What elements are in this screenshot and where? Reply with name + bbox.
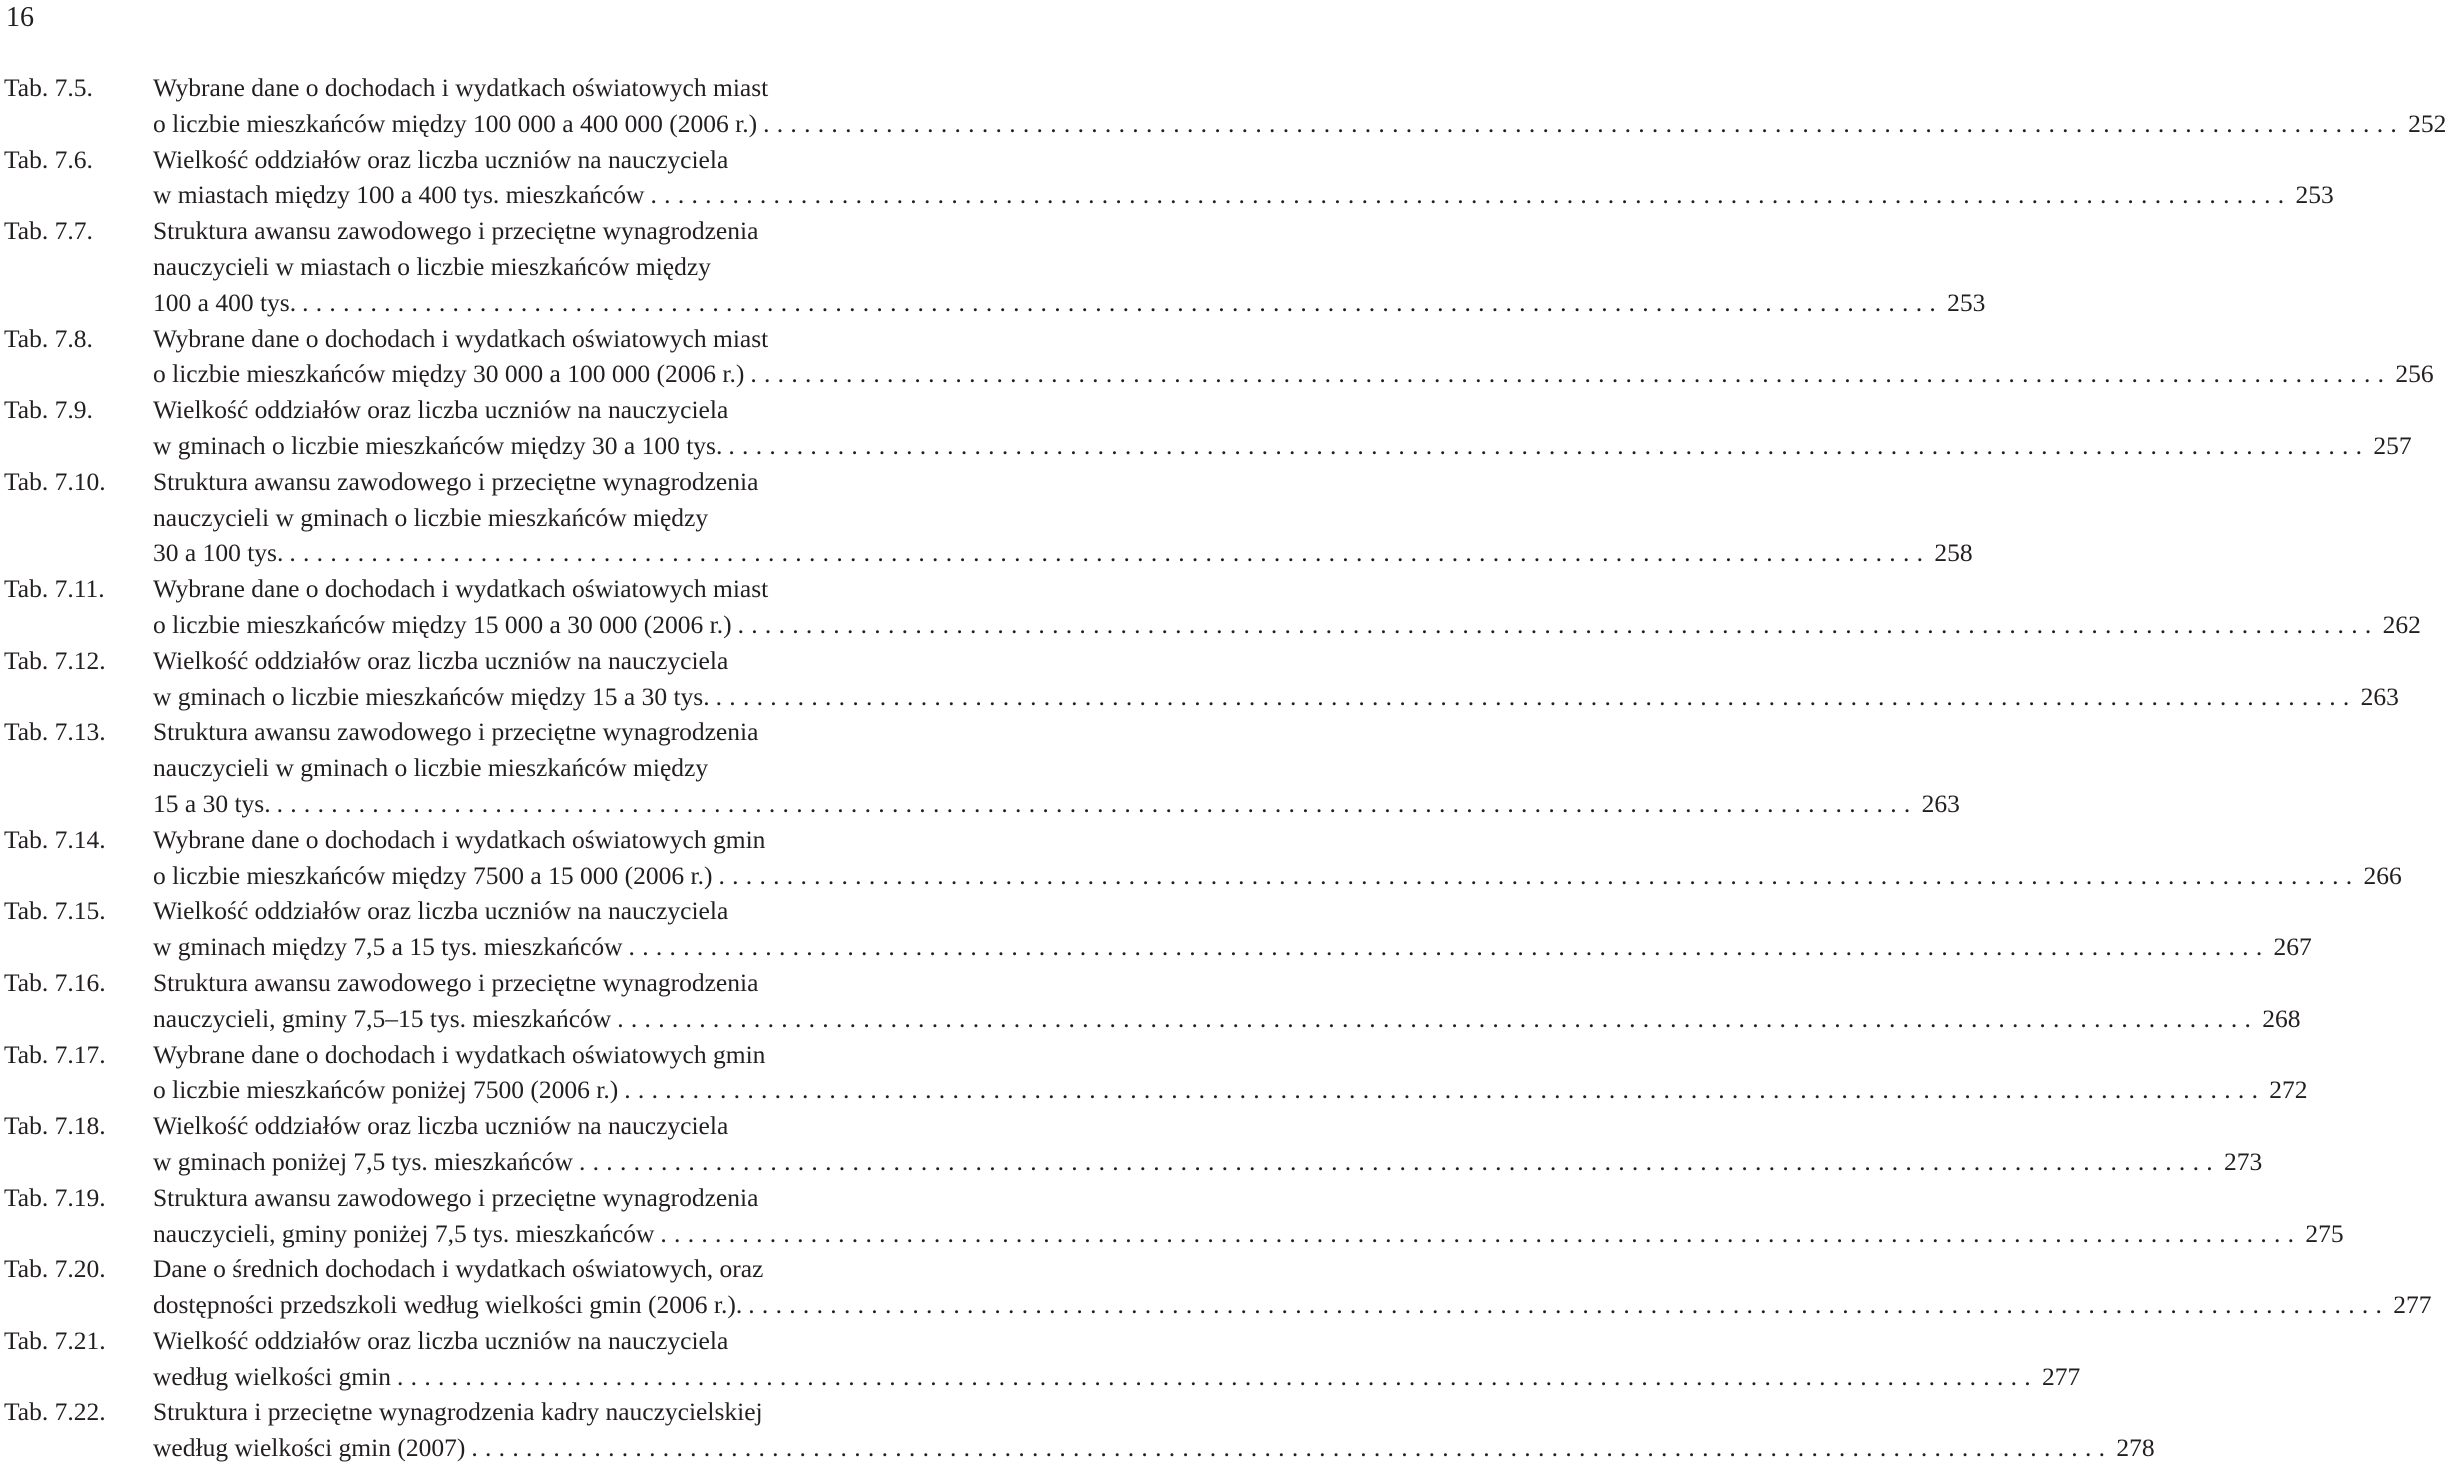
toc-leader-line: [153, 929, 2312, 965]
entry-title-text: Wybrane dane o dochodach i wydatkach oświatowych miast: [153, 73, 769, 102]
dot-leader: ........................................................................................................................: [650, 180, 2292, 210]
toc-entry-line: [0, 893, 960, 929]
toc-entry-line: [0, 1251, 960, 1287]
table-label: Tab. 7.16.: [4, 967, 106, 997]
entry-title-text: o liczbie mieszkańców poniżej 7500 (2006 r.): [153, 1075, 619, 1105]
toc-leader-line: [153, 679, 2399, 715]
dot-leader: ........................................................................................................................: [737, 609, 2379, 639]
toc-entry[interactable]: [0, 714, 1960, 821]
table-label: Tab. 7.19.: [4, 1182, 106, 1212]
entry-title-text: Wybrane dane o dochodach i wydatkach oświatowych miast: [153, 574, 769, 604]
toc-entry-line: [0, 1108, 960, 1144]
page-ref[interactable]: 262: [2382, 609, 2421, 639]
entry-title-text: 30 a 100 tys.: [153, 538, 284, 568]
dot-leader: ........................................................................................................................: [718, 860, 2360, 890]
toc-entry-line: [0, 679, 2399, 715]
toc-leader-line: [153, 1430, 2155, 1466]
toc-entry[interactable]: [0, 392, 2412, 464]
page-ref[interactable]: 258: [1934, 538, 1973, 568]
page-ref[interactable]: 273: [2223, 1146, 2263, 1176]
page-ref[interactable]: 277: [2393, 1290, 2432, 1320]
table-label: Tab. 7.11.: [4, 574, 105, 604]
page-ref[interactable]: 275: [2305, 1218, 2344, 1248]
page-ref[interactable]: 268: [2262, 1003, 2301, 1033]
toc-entry-line: [0, 500, 960, 536]
dot-leader: ........................................................................................................................: [471, 1433, 2113, 1463]
entry-title-text: dostępności przedszkoli według wielkości gmin (2006 r.).: [153, 1290, 743, 1320]
table-label: Tab. 7.14.: [4, 824, 106, 854]
entry-title-text: Struktura i przeciętne wynagrodzenia kadry nauczycielskiej: [153, 1397, 763, 1427]
entry-title-text: o liczbie mieszkańców między 100 000 a 400 000 (2006 r.): [153, 108, 758, 138]
entry-title-text: Struktura awansu zawodowego i przeciętne wynagrodzenia: [153, 216, 759, 246]
entry-title-text: w gminach poniżej 7,5 tys. mieszkańców: [153, 1146, 573, 1176]
toc-entry-line: [0, 213, 960, 249]
toc-entry-line: [0, 858, 2402, 894]
toc-entry-line: [0, 607, 2421, 643]
toc-entry[interactable]: [0, 213, 1986, 320]
table-of-contents: [0, 70, 2446, 1466]
dot-leader: ........................................................................................................................: [276, 788, 1918, 818]
dot-leader: ........................................................................................................................: [715, 681, 2357, 711]
toc-entry[interactable]: [0, 1180, 2344, 1252]
entry-title-text: 100 a 400 tys.: [153, 287, 297, 317]
entry-title-text: Wielkość oddziałów oraz liczba uczniów na nauczyciela: [153, 1325, 729, 1355]
toc-entry-line: [0, 392, 960, 428]
toc-entry-line: [0, 321, 960, 357]
dot-leader: ........................................................................................................................: [617, 1003, 2259, 1033]
table-label: Tab. 7.15.: [4, 896, 106, 926]
entry-title-text: o liczbie mieszkańców między 15 000 a 30 000 (2006 r.): [153, 609, 732, 639]
toc-entry[interactable]: [0, 1394, 2155, 1466]
toc-entry[interactable]: [0, 643, 2399, 715]
entry-title-text: Struktura awansu zawodowego i przeciętne wynagrodzenia: [153, 717, 759, 747]
entry-title-text: 15 a 30 tys.: [153, 788, 271, 818]
dot-leader: ........................................................................................................................: [578, 1146, 2220, 1176]
entry-title-text: według wielkości gmin (2007): [153, 1433, 466, 1463]
toc-entry[interactable]: [0, 571, 2421, 643]
toc-entry-line: [0, 142, 960, 178]
table-label: Tab. 7.10.: [4, 466, 106, 496]
table-label: Tab. 7.12.: [4, 645, 106, 675]
toc-leader-line: [153, 428, 2412, 464]
toc-entry[interactable]: [0, 1108, 2263, 1180]
table-label: Tab. 7.9.: [4, 395, 93, 425]
toc-entry-line: [0, 1359, 2081, 1395]
toc-entry-line: [0, 464, 960, 500]
entry-title-text: w gminach między 7,5 a 15 tys. mieszkańców: [153, 932, 623, 962]
toc-entry-line: [0, 965, 960, 1001]
table-label: Tab. 7.5.: [4, 73, 93, 102]
entry-title-text: nauczycieli, gminy 7,5–15 tys. mieszkańców: [153, 1003, 612, 1033]
toc-entry-line: [0, 70, 960, 106]
page-ref[interactable]: 266: [2363, 860, 2402, 890]
toc-entry-line: [0, 929, 2312, 965]
toc-entry-line: [0, 106, 2446, 142]
table-label: Tab. 7.6.: [4, 144, 93, 174]
entry-title-text: Wybrane dane o dochodach i wydatkach oświatowych gmin: [153, 824, 766, 854]
dot-leader: ........................................................................................................................: [289, 538, 1931, 568]
toc-entry-line: [0, 822, 960, 858]
entry-title-text: o liczbie mieszkańców między 7500 a 15 000 (2006 r.): [153, 860, 713, 890]
toc-entry-line: [0, 177, 2334, 213]
entry-title-text: w gminach o liczbie mieszkańców między 30 a 100 tys.: [153, 430, 723, 460]
entry-title-text: Wielkość oddziałów oraz liczba uczniów na nauczyciela: [153, 896, 729, 926]
toc-entry-line: [0, 1216, 2344, 1252]
page-ref[interactable]: 263: [1921, 788, 1960, 818]
dot-leader: ........................................................................................................................: [660, 1218, 2302, 1248]
toc-entry[interactable]: [0, 965, 2301, 1037]
entry-title-text: nauczycieli, gminy poniżej 7,5 tys. mieszkańców: [153, 1218, 655, 1248]
entry-title-text: Struktura awansu zawodowego i przeciętne wynagrodzenia: [153, 1182, 759, 1212]
dot-leader: ........................................................................................................................: [628, 932, 2270, 962]
toc-entry-line: [0, 249, 960, 285]
entry-title-text: Wielkość oddziałów oraz liczba uczniów na nauczyciela: [153, 1111, 729, 1141]
page-ref[interactable]: 252: [2408, 108, 2446, 138]
toc-leader-line: [153, 1216, 2344, 1252]
toc-entry-line: [0, 1001, 2301, 1037]
table-label: Tab. 7.20.: [4, 1254, 106, 1284]
entry-title-text: Struktura awansu zawodowego i przeciętne wynagrodzenia: [153, 466, 759, 496]
dot-leader: ........................................................................................................................: [624, 1075, 2266, 1105]
toc-leader-line: [153, 1144, 2263, 1180]
toc-entry-line: [0, 571, 960, 607]
toc-leader-line: [153, 1359, 2081, 1395]
entry-title-text: według wielkości gmin: [153, 1361, 391, 1391]
toc-entry-line: [0, 285, 1986, 321]
toc-entry[interactable]: [0, 321, 2434, 393]
toc-entry[interactable]: [0, 822, 2402, 894]
page-ref[interactable]: 277: [2041, 1361, 2081, 1391]
toc-leader-line: [153, 106, 2446, 142]
page-ref[interactable]: 253: [2295, 180, 2334, 210]
table-label: Tab. 7.18.: [4, 1111, 106, 1141]
dot-leader: ........................................................................................................................: [763, 108, 2405, 138]
toc-leader-line: [153, 285, 1986, 321]
toc-entry-line: [0, 1144, 2263, 1180]
entry-title-text: Wielkość oddziałów oraz liczba uczniów na nauczyciela: [153, 395, 729, 425]
toc-entry-line: [0, 428, 2412, 464]
entry-title-text: Dane o średnich dochodach i wydatkach oświatowych, oraz: [153, 1254, 764, 1284]
entry-title-text: w gminach o liczbie mieszkańców między 15 a 30 tys.: [153, 681, 710, 711]
toc-entry-line: [0, 1394, 960, 1430]
page-ref[interactable]: 267: [2273, 932, 2312, 962]
entry-title-text: Wybrane dane o dochodach i wydatkach oświatowych miast: [153, 323, 769, 353]
toc-entry[interactable]: [0, 142, 2334, 214]
entry-title-text: Wielkość oddziałów oraz liczba uczniów na nauczyciela: [153, 144, 729, 174]
toc-entry-line: [0, 750, 960, 786]
entry-title-text: o liczbie mieszkańców między 30 000 a 100 000 (2006 r.): [153, 359, 745, 389]
toc-entry-line: [0, 1323, 960, 1359]
toc-entry-line: [0, 356, 2434, 392]
entry-title-text: nauczycieli w miastach o liczbie mieszkańców między: [153, 251, 711, 281]
table-label: Tab. 7.8.: [4, 323, 93, 353]
entry-title-text: nauczycieli w gminach o liczbie mieszkańców między: [153, 753, 709, 783]
page-ref[interactable]: 278: [2116, 1433, 2155, 1463]
toc-entry-line: [0, 714, 960, 750]
dot-leader: ........................................................................................................................: [748, 1290, 2390, 1320]
toc-leader-line: [153, 535, 1973, 571]
toc-entry[interactable]: [0, 1037, 2308, 1109]
toc-leader-line: [153, 356, 2434, 392]
entry-title-text: Wybrane dane o dochodach i wydatkach oświatowych gmin: [153, 1039, 766, 1069]
toc-entry-line: [0, 1072, 2308, 1108]
toc-entry[interactable]: [0, 1323, 2081, 1395]
entry-title-text: w miastach między 100 a 400 tys. mieszkańców: [153, 180, 645, 210]
toc-entry-line: [0, 1287, 2432, 1323]
toc-entry-line: [0, 786, 1960, 822]
dot-leader: ........................................................................................................................: [750, 359, 2392, 389]
toc-leader-line: [153, 1287, 2432, 1323]
toc-leader-line: [153, 1001, 2301, 1037]
toc-entry-line: [0, 1430, 2155, 1466]
page-ref[interactable]: 256: [2395, 359, 2434, 389]
toc-entry-line: [0, 1180, 960, 1216]
entry-title-text: Wielkość oddziałów oraz liczba uczniów na nauczyciela: [153, 645, 729, 675]
page-ref[interactable]: 257: [2373, 430, 2412, 460]
toc-entry-line: [0, 1037, 960, 1073]
page-ref[interactable]: 253: [1947, 287, 1986, 317]
table-label: Tab. 7.22.: [4, 1397, 106, 1427]
entry-title-text: nauczycieli w gminach o liczbie mieszkańców między: [153, 502, 709, 532]
dot-leader: ........................................................................................................................: [302, 287, 1944, 317]
entry-title-text: Struktura awansu zawodowego i przeciętne wynagrodzenia: [153, 967, 759, 997]
table-label: Tab. 7.7.: [4, 216, 93, 246]
toc-entry-line: [0, 643, 960, 679]
table-label: Tab. 7.17.: [4, 1039, 106, 1069]
page-ref[interactable]: 263: [2360, 681, 2399, 711]
table-label: Tab. 7.13.: [4, 717, 106, 747]
toc-leader-line: [153, 1072, 2308, 1108]
toc-entry[interactable]: [0, 1251, 2432, 1323]
toc-entry-line: [0, 535, 1973, 571]
page-ref[interactable]: 272: [2269, 1075, 2308, 1105]
page-number: 16: [6, 2, 34, 33]
toc-leader-line: [153, 607, 2421, 643]
toc-leader-line: [153, 177, 2334, 213]
dot-leader: ........................................................................................................................: [396, 1361, 2038, 1391]
table-label: Tab. 7.21.: [4, 1325, 106, 1355]
toc-entry[interactable]: [0, 70, 2446, 142]
dot-leader: ........................................................................................................................: [728, 430, 2370, 460]
toc-leader-line: [153, 786, 1960, 822]
toc-entry[interactable]: [0, 893, 2312, 965]
toc-entry[interactable]: [0, 464, 1973, 571]
toc-leader-line: [153, 858, 2402, 894]
